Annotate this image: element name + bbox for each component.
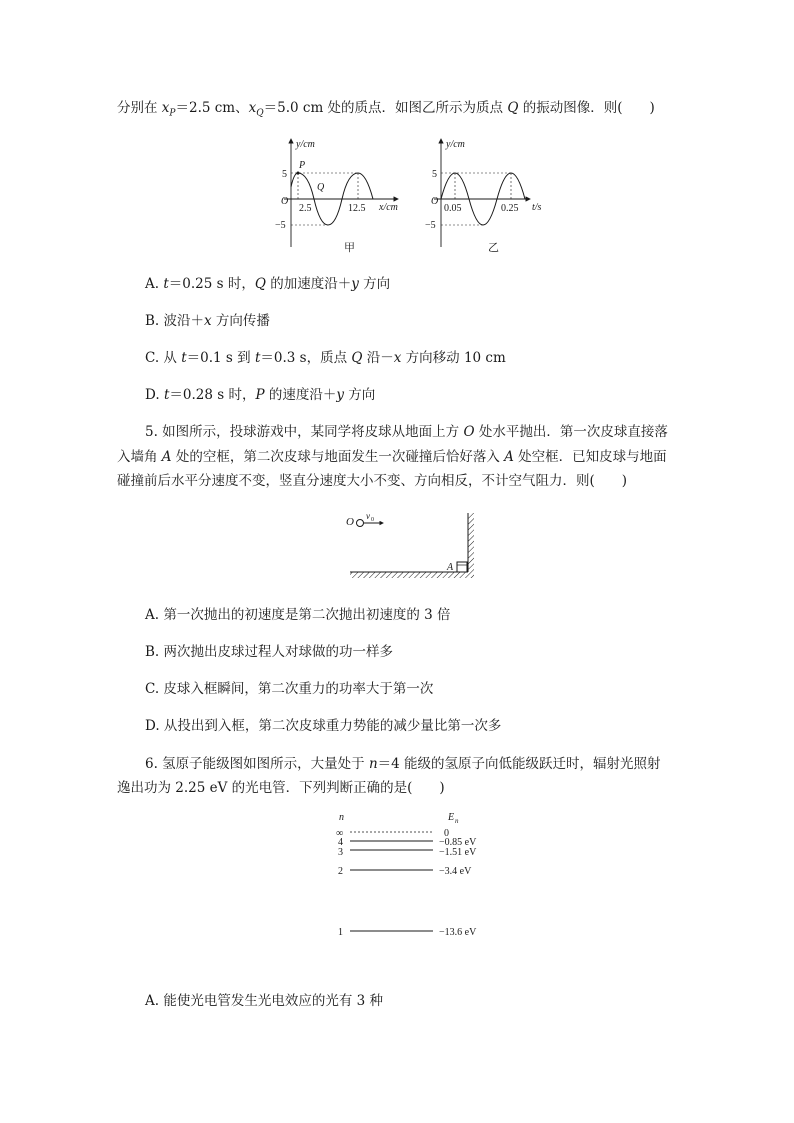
- x-tick-2: 12.5: [348, 203, 366, 214]
- q5-option-d: [145, 717, 501, 735]
- ball-throw-diagram: [340, 505, 480, 590]
- y-tick-neg: −5: [275, 220, 286, 231]
- intro-text: 的振动图像．则( ): [518, 100, 655, 116]
- caption-jia: 甲: [344, 242, 355, 254]
- var-x: x: [161, 100, 170, 116]
- question-text: 入墙角: [117, 449, 162, 465]
- intro-text: ＝5.0 cm 处的质点．如图乙所示为质点: [263, 100, 508, 116]
- level-n-3: 3: [338, 847, 343, 858]
- q6-line-2: [117, 779, 445, 797]
- level-n-1: 1: [338, 927, 343, 938]
- origin-label: O: [431, 196, 439, 207]
- point-q-label: Q: [317, 182, 325, 193]
- energy-level-diagram: [330, 810, 500, 942]
- y-tick-neg: −5: [425, 220, 436, 231]
- var-x: x: [248, 100, 257, 116]
- sub-p: P: [169, 108, 176, 119]
- question-text: 6. 氢原子能级图如图所示，大量处于: [145, 756, 369, 772]
- n-header: n: [339, 812, 344, 823]
- var-y: y: [351, 276, 359, 292]
- level-n-2: 2: [338, 866, 343, 877]
- intro-text: ＝2.5 cm、: [175, 100, 249, 116]
- en-header: E: [448, 812, 455, 823]
- option-text: B. 两次抛出皮球过程人对球做的功一样多: [145, 644, 394, 660]
- option-text: C. 从: [145, 350, 182, 366]
- q5-line-3: [117, 472, 627, 490]
- t-axis-label: t/s: [532, 202, 542, 213]
- q6-option-a: [145, 992, 383, 1010]
- option-text: D. 从投出到入框，第二次皮球重力势能的减少量比第一次多: [145, 718, 502, 734]
- var-q: Q: [254, 276, 266, 292]
- option-d: [145, 386, 375, 404]
- x-axis-label: x/cm: [379, 202, 398, 213]
- option-text: 的加速度沿＋: [265, 276, 352, 292]
- level-e-inf: 0: [444, 828, 449, 839]
- question-text: 逸出功为 2.25 eV 的光电管．下列判断正确的是( ): [117, 780, 445, 796]
- option-text: ＝0.1 s 到: [186, 350, 255, 366]
- y-axis-label: y/cm: [446, 139, 465, 150]
- q5-option-c: [145, 680, 433, 698]
- option-text: A. 能使光电管发生光电效应的光有 3 种: [145, 993, 384, 1009]
- var-a: A: [504, 449, 514, 465]
- option-text: 沿－: [362, 350, 394, 366]
- var-q: Q: [507, 100, 519, 116]
- var-n: n: [368, 756, 378, 772]
- level-n-4: 4: [338, 837, 343, 848]
- var-y: y: [336, 387, 344, 403]
- level-e-4: −0.85 eV: [439, 837, 477, 848]
- q5-option-a: [145, 606, 451, 624]
- var-o: O: [463, 424, 475, 440]
- en-subscript: n: [455, 817, 459, 825]
- v0-subscript: 0: [371, 517, 374, 523]
- level-e-1: −13.6 eV: [439, 927, 477, 938]
- caption-yi: 乙: [488, 242, 499, 254]
- question-text: 5. 如图所示，投球游戏中，某同学将皮球从地面上方: [145, 424, 464, 440]
- basket-a-label: A: [447, 562, 454, 573]
- q5-line-1: [145, 423, 668, 441]
- var-t: t: [163, 276, 169, 292]
- var-a: A: [161, 449, 172, 465]
- question-text: 处水平抛出．第一次皮球直接落: [474, 424, 668, 440]
- x-tick-1: 2.5: [299, 203, 312, 214]
- option-text: 方向: [358, 276, 391, 292]
- option-a: [145, 275, 390, 293]
- var-t: t: [163, 387, 170, 403]
- level-n-inf: ∞: [336, 828, 344, 839]
- option-text: 方向移动 10 cm: [401, 350, 506, 366]
- option-text: ＝0.28 s 时，: [169, 387, 256, 403]
- option-b: [145, 312, 270, 330]
- option-text: C. 皮球入框瞬间，第二次重力的功率大于第一次: [145, 681, 434, 697]
- var-q: Q: [351, 350, 363, 366]
- var-x: x: [393, 350, 402, 366]
- question-text: ＝4 能级的氢原子向低能级跃迁时，辐射光照射: [377, 756, 661, 772]
- option-text: A.: [145, 276, 164, 292]
- q6-line-1: [145, 755, 661, 773]
- question-text: 处空框．已知皮球与地面: [513, 449, 667, 465]
- wave-graph-jia: [270, 135, 410, 255]
- option-text: 方向: [343, 387, 376, 403]
- var-x: x: [204, 313, 212, 329]
- intro-text: 分别在: [117, 100, 162, 116]
- origin-label: O: [281, 196, 289, 207]
- y-axis-label: y/cm: [296, 139, 315, 150]
- vibration-graph-yi: [422, 135, 552, 255]
- question-text: 处的空框，第二次皮球与地面发生一次碰撞后恰好落入: [171, 449, 505, 465]
- level-e-3: −1.51 eV: [439, 847, 477, 858]
- option-text: A. 第一次抛出的初速度是第二次抛出初速度的 3 倍: [145, 607, 451, 623]
- sub-q: Q: [256, 108, 264, 119]
- var-t: t: [254, 350, 261, 366]
- point-p-label: P: [299, 160, 306, 171]
- t-tick-1: 0.05: [444, 203, 462, 214]
- t-tick-2: 0.25: [501, 203, 519, 214]
- option-text: ＝0.3 s，质点: [260, 350, 352, 366]
- option-text: 的速度沿＋: [264, 387, 337, 403]
- var-p: P: [255, 387, 265, 403]
- point-o-label: O: [346, 516, 354, 528]
- q5-line-2: [117, 448, 667, 466]
- option-text: ＝0.25 s 时，: [168, 276, 255, 292]
- v0-label: v: [366, 511, 370, 521]
- option-text: D.: [145, 387, 164, 403]
- level-e-2: −3.4 eV: [439, 866, 472, 877]
- option-text: 方向传播: [211, 313, 270, 329]
- y-tick-pos: 5: [282, 169, 287, 180]
- y-tick-pos: 5: [432, 169, 437, 180]
- intro-line: [117, 99, 655, 123]
- option-c: [145, 349, 506, 367]
- question-text: 碰撞前后水平分速度不变，竖直分速度大小不变、方向相反，不计空气阻力．则( ): [117, 473, 628, 489]
- var-t: t: [181, 350, 187, 366]
- q5-option-b: [145, 643, 393, 661]
- option-text: B. 波沿＋: [145, 313, 205, 329]
